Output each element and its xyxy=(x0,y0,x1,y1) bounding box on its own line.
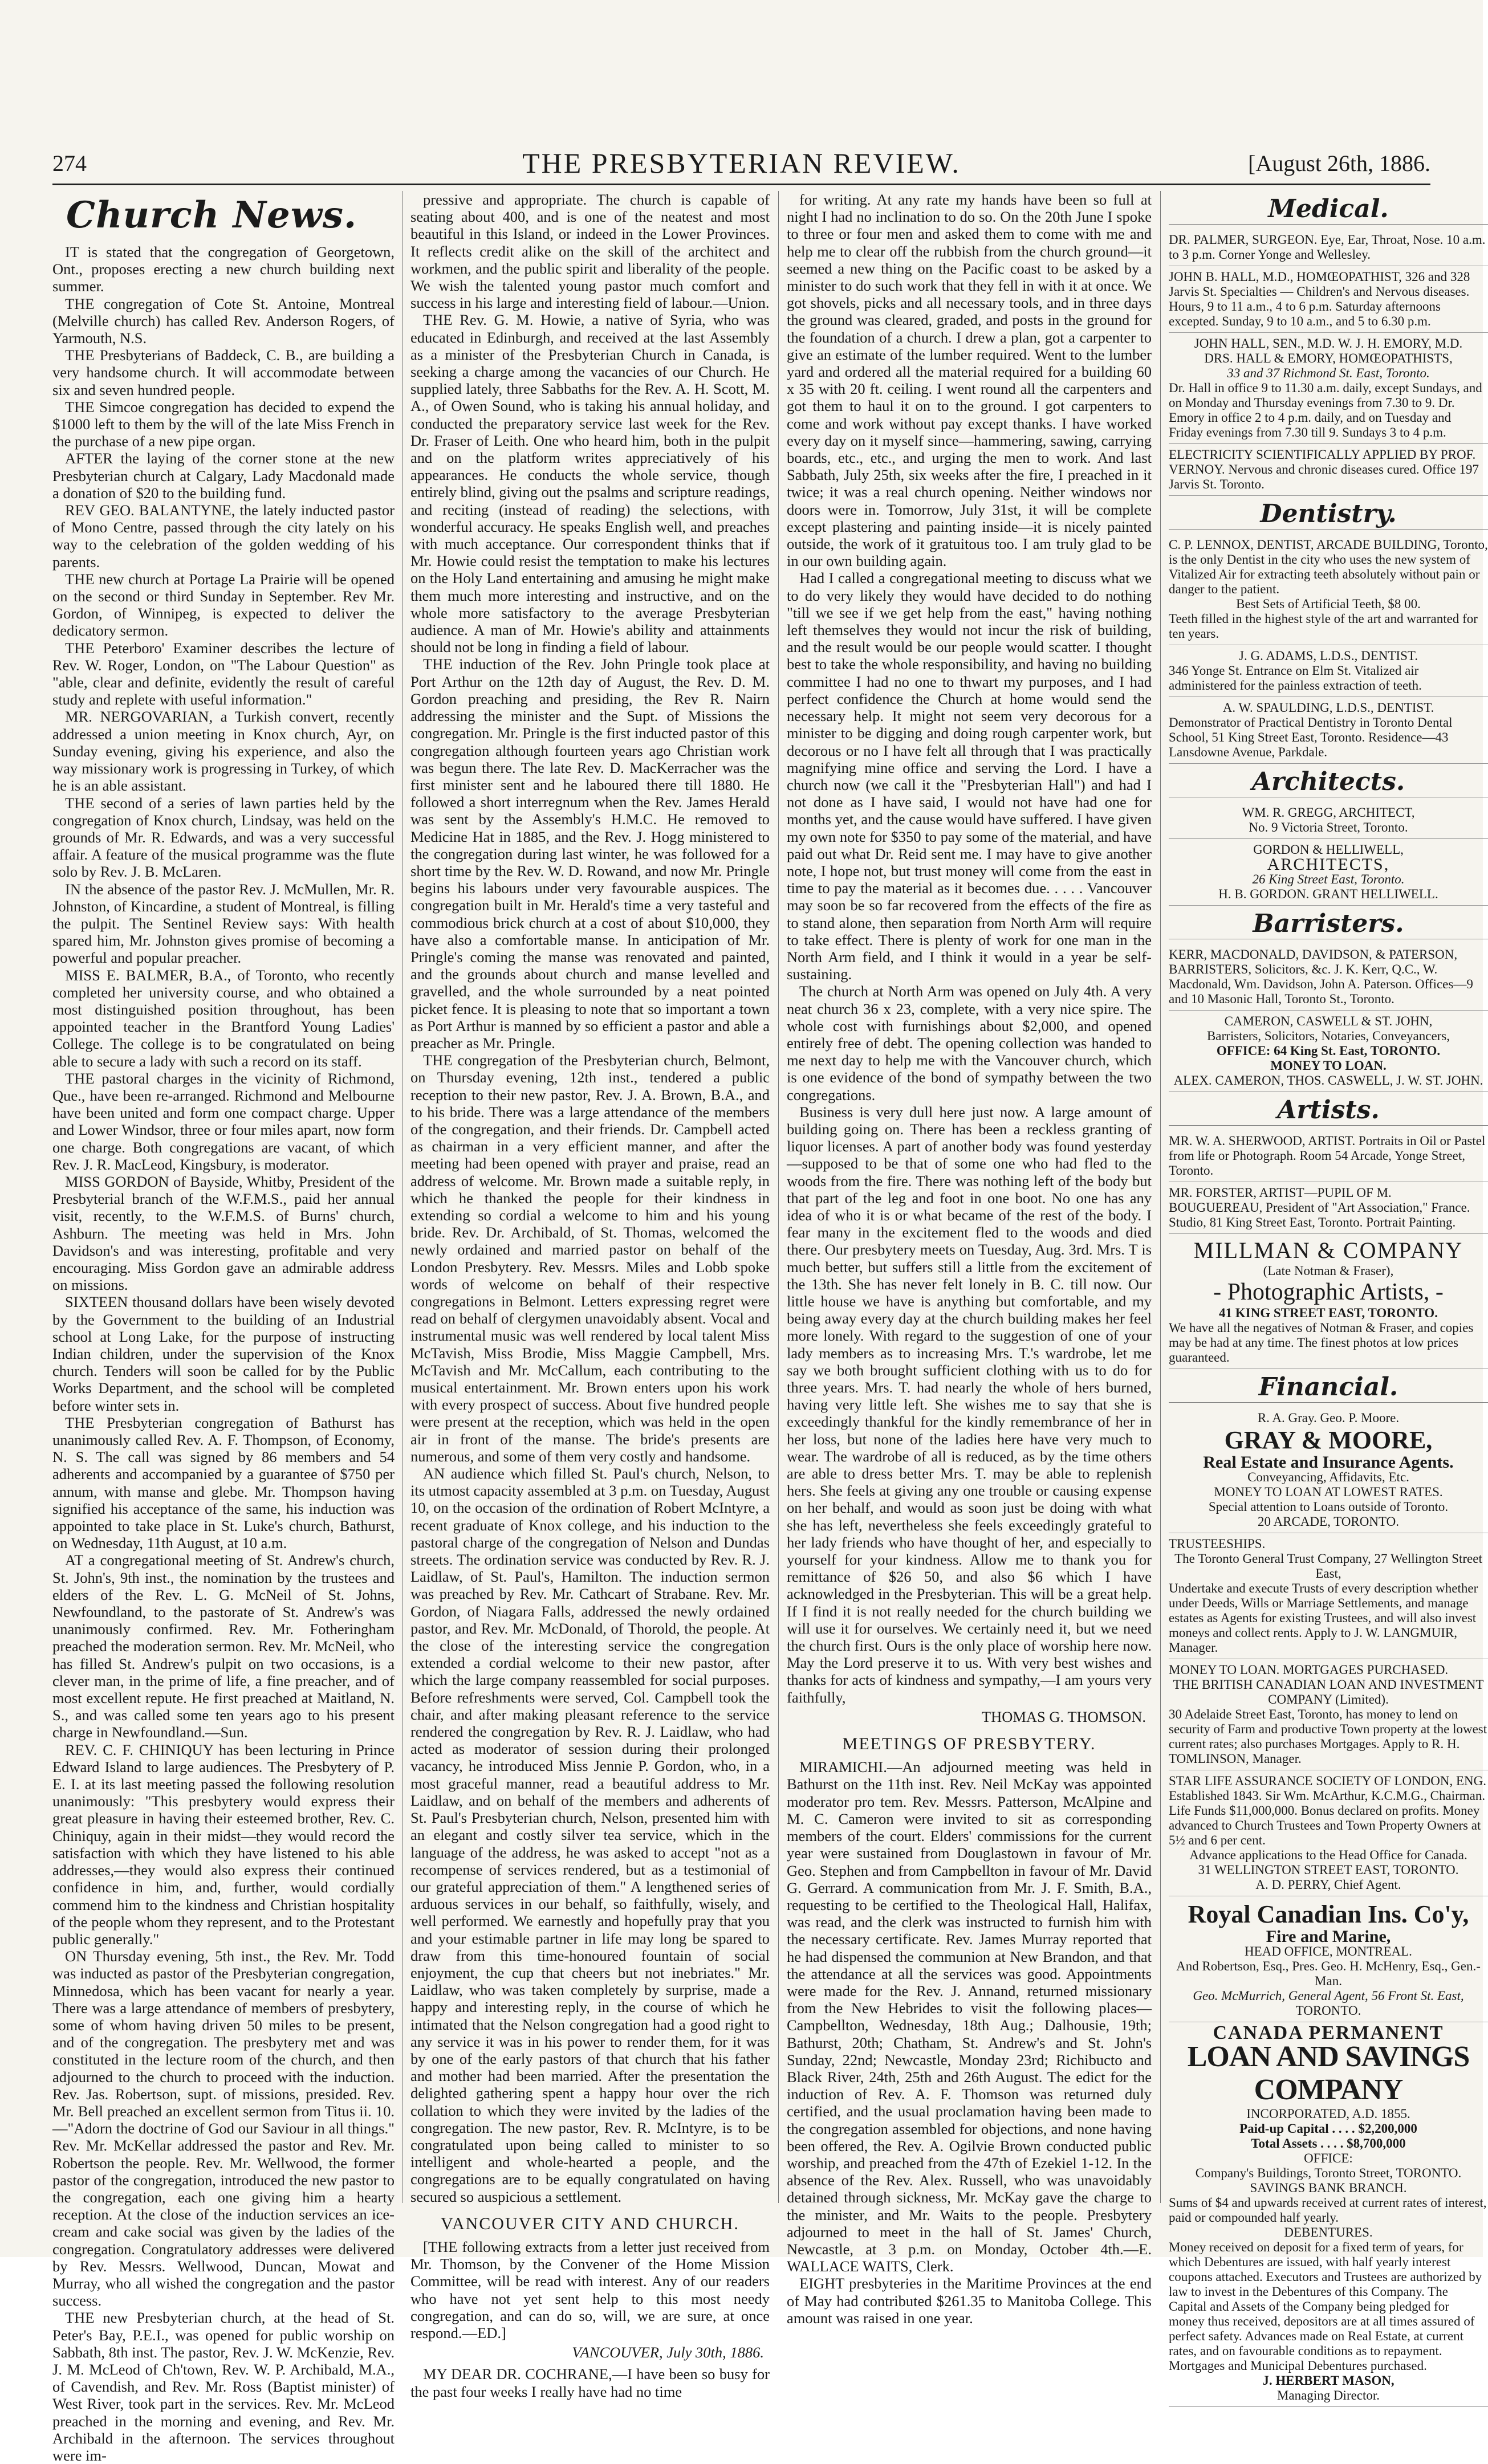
ad-cameron xyxy=(1169,1011,1488,1092)
ad-section-financial: Financial. xyxy=(1169,1372,1488,1403)
ad-line: R. A. Gray. Geo. P. Moore. xyxy=(1257,1411,1400,1425)
ad-line: Fire and Marine, xyxy=(1266,1927,1391,1946)
ad-line: Teeth filled in the highest style of the art and warranted for ten years. xyxy=(1169,612,1478,641)
news-item: AT a congregational meeting of St. Andrew's church, St. John's, 9th inst., the nomination by the trustees and elders of the Rev. L. G. McNeil of St. Johns, Newfoundland, to the pastorate of St. Andrew's was unanimously confirmed. Rev. Mr. Fotheringham preached the moderation sermon. Rev. Mr. McNeil, who has filled St. Andrew's pulpit on two occasions, is a clever man, in the prime of life, a fine preacher, and of most excellent repute. He first preached at Maitland, N. S., and was called some ten years ago to his present charge in Newfoundland.—Sun. xyxy=(52,1551,395,1741)
ad-sherwood: MR. W. A. SHERWOOD, ARTIST. Portraits in Oil or Pastel from life or Photograph. Room 54 Arcade, Yonge Street, Toronto. xyxy=(1169,1130,1488,1182)
ad-line: Royal Canadian Ins. Co'y, xyxy=(1188,1900,1469,1928)
ad-line: GRAY & MOORE, xyxy=(1224,1426,1433,1454)
ad-line: HEAD OFFICE, MONTREAL. xyxy=(1245,1944,1412,1958)
header-rule xyxy=(52,184,1430,185)
ad-line: 33 and 37 Richmond St. East, Toronto. xyxy=(1227,366,1430,380)
presbytery-report: MIRAMICHI.—An adjourned meeting was held in Bathurst on the 11th inst. Rev. Neil McKay was appointed moderator pro tem. Rev. Messrs. Patterson, McAlpine and M. C. Cameron were invited to sit as corresponding members of the court. Elders' commissions for the current year were sustained from Douglastown in favour of Mr. Geo. Stephen and from Campbellton in favour of Mr. David G. Gerrard. A communication from Mr. J. F. Smith, B.A., requesting to be certified to the Theological Hall, Halifax, was read, and the clerk was instructed to furnish him with the necessary certificate. Rev. James Murray reported that he had dispensed the communion at New Brandon, and that the attendance at all the services was good. Appointments were made for the Rev. J. Annand, returned missionary from the New Hebrides to visit the following places—Campbellton, Wednesday, 18th Aug.; Dalhousie, 19th; Bathurst, 20th; Chatham, St. Andrew's and St. John's Sunday, 22nd; Newcastle, Monday 23rd; Richibucto and Black River, 24th, 25th and 26th August. The edict for the induction of Rev. A. F. Thomson was returned duly certified, and the usual proclamation having been made to the congregation assembled for objections, and none having been offered, the Rev. A. Ogilvie Brown conducted public worship, and preached from the 47th of Ezekiel 1-12. In the absence of the Rev. Alex. Russell, who was unavoidably detained through sickness, Mr. McKay gave the charge to the minister, and Mr. Waits to the people. Presbytery adjourned to meet in the hall of St. James' Church, Newcastle, at 3 p.m. on Monday, October 4th.—E. WALLACE WAITS, Clerk. xyxy=(787,1758,1152,2275)
ad-section-architects: Architects. xyxy=(1169,767,1488,797)
ad-line: Dr. Hall in office 9 to 11.30 a.m. daily, except Sundays, and on Monday and Thursday evenings from 7.30 to 9. Dr. Emory in office 2 to 4 p.m. daily, and on Tuesday and Friday evenings from 7.30 till 9. Sundays 3 to 4 p.m. xyxy=(1169,381,1482,439)
news-item: THE congregation of Cote St. Antoine, Montreal (Melville church) has called Rev. Anderson Rogers, of Yarmouth, N.S. xyxy=(52,295,395,347)
masthead-title: THE PRESBYTERIAN REVIEW. xyxy=(522,147,961,179)
ad-hall-emory xyxy=(1169,333,1488,444)
issue-date: [August 26th, 1886. xyxy=(1248,150,1430,176)
ad-section-artists: Artists. xyxy=(1169,1095,1488,1126)
ad-line: OFFICE: xyxy=(1304,2151,1353,2165)
page-header xyxy=(52,145,1430,181)
ad-line: DEBENTURES. xyxy=(1284,2225,1373,2239)
ad-line: 26 King Street East, Toronto. xyxy=(1252,872,1405,886)
news-item: SIXTEEN thousand dollars have been wisely devoted by the Government to the building of an Industrial school at Long Lake, for the purpose of instructing Indian children, under the supervision of the Knox church. Tenders will soon be called for by the Public Works Department, and the school will be completed before winter sets in. xyxy=(52,1293,395,1414)
ad-line: CANADA PERMANENT xyxy=(1213,2022,1444,2043)
ad-section-barristers: Barristers. xyxy=(1169,909,1488,939)
ad-royal-canadian xyxy=(1169,1896,1488,2022)
column-advertisements xyxy=(1169,191,1488,2402)
letter-paragraph: Business is very dull here just now. A large amount of building going on. There has been a reckless granting of liquor licenses. A part of another body was found yesterday—supposed to be that of some one who had fled to the woods from the fire. There was nothing left of the body but that part of the leg and foot in one boot. No one has any idea of who it is or what became of the rest of the body. I fear many in the excitement fled to the woods and died there. Our presbytery meets on Tuesday, Aug. 3rd. Mrs. T is much better, but suffers still a little from the excitement of the 13th. She has never felt lonely in B. C. till now. Our little house we have is anything but comfortable, and my being away every day at the church building makes her feel more lonely. With regard to the suggestion of one of your lady members as to increasing Mrs. T.'s wardrobe, let me say we both brought sufficient clothing with us to do for three years. Mrs. T. had nearly the whole of hers burned, having very little left. She wishes me to say that she is exceedingly thankful for the kindly remembrance of her in her loss, but none of the ladies here have very much to wear. The wardrobe of all is reduced, as by the time others are able to dress better Mrs. T. may be able to replenish hers. She feels at giving any one trouble or causing expense on her behalf, and would as soon just be doing with what she has left, nevertheless she feels exceedingly grateful to her lady friends who have thought of her, and especially to yourself for your kindness. Allow me to thank you for remittance of $26 50, and also $6 which I have acknowledged in the Presbyterian. This will be a great help. If I find it is not really needed for the church building we will use it for ourselves. We certainly need it, but we need the church first. Ours is the only place of worship here now. May the Lord preserve it to us. With very best wishes and thanks for acts of kindness and sympathy,—I am yours very faithfully, xyxy=(787,1103,1152,1706)
ad-line: Geo. McMurrich, General Agent, 56 Front St. East, xyxy=(1193,1989,1464,2003)
news-item: THE Presbyterians of Baddeck, C. B., are building a very handsome church. It will accommodate between six and seven hundred people. xyxy=(52,347,395,398)
ad-millman xyxy=(1169,1234,1488,1369)
ad-line: DRS. HALL & EMORY, HOMŒOPATHISTS, xyxy=(1204,351,1453,365)
ad-line: - Photographic Artists, - xyxy=(1213,1279,1444,1305)
ad-line: J. G. ADAMS, L.D.S., DENTIST. xyxy=(1239,649,1418,663)
ad-line: STAR LIFE ASSURANCE SOCIETY OF LONDON, ENG. xyxy=(1169,1774,1487,1788)
ad-section-medical: Medical. xyxy=(1169,194,1488,225)
ad-line: MONEY TO LOAN. xyxy=(1270,1058,1387,1073)
news-item: AN audience which filled St. Paul's church, Nelson, to its utmost capacity assembled at 3 p.m. on Tuesday, August 10, on the occasion of the ordination of Robert McIntyre, a recent graduate of Knox college, and his induction to the pastoral charge of the congregation of Nelson and Dundas streets. The ordination service was conducted by Rev. R. J. Laidlaw, of St. Paul's, Hamilton. The induction sermon was preached by Rev. Mr. Cathcart of Strabane. Rev. Mr. Gordon, of Niagara Falls, addressed the newly ordained pastor, and Rev. Mr. McDonald, of Thorold, the people. At the close of the interesting service the congregation extended a cordial welcome to their new pastor, after which the large company reassembled for social purposes. Before refreshments were served, Col. Campbell took the chair, and after making pleasant reference to the service rendered the congregation by Rev. R. J. Laidlaw, who had acted as moderator of session during their prolonged vacancy, he introduced Miss Jennie P. Gordon, who, in a most graceful manner, read a beautiful address to Mr. Laidlaw, and on behalf of the members and adherents of St. Paul's Presbyterian church, Nelson, presented him with an elegant and costly silver tea service, which in the language of the address, he was asked to accept "not as a recompense of services rendered, but as a testimonial of our grateful appreciation of them." A lengthened series of arduous services in our behalf, so faithfully, wisely, and well performed. We earnestly and hopefully pray that you and your estimable partner in life may long be spared to draw from this time-honoured fountain of social enjoyment, the cup that cheers but not inebriates." Mr. Laidlaw, who was taken completely by surprise, made a happy and interesting reply, in the course of which he intimated that the Nelson congregation had a good right to any service it was in his power to render them, for it was by one of the early pastors of that church that his father and mother had been married. After the presentation the delighted gathering spent a happy hour over the rich collation to which they were invited by the ladies of the congregation. The new pastor, Rev. R. McIntyre, is to be congratulated upon being called to minister to so intelligent and whole-hearted a people, and the congregations are to be equally congratulated on having secured so auspicious a settlement. xyxy=(410,1465,770,2205)
ad-adams xyxy=(1169,645,1488,697)
presbytery-report: EIGHT presbyteries in the Maritime Provinces at the end of May had contributed $261.35 to Manitoba College. This amount was raised in one year. xyxy=(787,2275,1152,2327)
ad-line: Paid-up Capital . . . . $2,200,000 xyxy=(1239,2121,1417,2136)
ad-line: Managing Director. xyxy=(1276,2388,1380,2402)
ad-line: ARCHITECTS, xyxy=(1267,855,1390,874)
ad-line: (Late Notman & Fraser), xyxy=(1263,1264,1394,1278)
news-item: MISS GORDON of Bayside, Whitby, President of the Presbyterial branch of the W.F.M.S., paid her annual visit, recently, to the W.F.M.S. of Burns' church, Ashburn. The meeting was held in Mrs. John Davidson's and was interesting, profitable and very encouraging. Miss Gordon gave an admirable address on missions. xyxy=(52,1172,395,1294)
ad-palmer: DR. PALMER, SURGEON. Eye, Ear, Throat, Nose. 10 a.m. to 3 p.m. Corner Yonge and Wellesley. xyxy=(1169,229,1488,266)
page-number: 274 xyxy=(52,150,87,176)
ad-line: Conveyancing, Affidavits, Etc. xyxy=(1247,1470,1409,1484)
news-item: THE pastoral charges in the vicinity of Richmond, Que., have been re-arranged. Richmond and Melbourne have been united and form one compact charge. Upper and Lower Windsor, three or four miles apart, now form one charge. Both congregations are vacant, of which Rev. J. R. MacLeod, Kingsbury, is moderator. xyxy=(52,1069,395,1173)
ad-line: Undertake and execute Trusts of every description whether under Deeds, Wills or Marriage Settlements, and manage estates as Agents for existing Trustees, and will also invest moneys and collect rents. Apply to J. W. LANGMUIR, Manager. xyxy=(1169,1581,1478,1655)
ad-line: C. P. LENNOX, DENTIST, ARCADE BUILDING, Toronto, is the only Dentist in the city who uses the new system of Vitalized Air for extracting teeth absolutely without pain or danger to the patient. xyxy=(1169,537,1488,596)
ad-line: Real Estate and Insurance Agents. xyxy=(1203,1453,1454,1472)
news-item: MISS E. BALMER, B.A., of Toronto, who recently completed her university course, and who obtained a most distinguished position throughout, has been appointed teacher in the Brantford Young Ladies' College. The college is to be congratulated on being able to secure a lady with such a record on its staff. xyxy=(52,966,395,1070)
ad-line: And Robertson, Esq., Pres. Geo. H. McHenry, Esq., Gen.-Man. xyxy=(1176,1959,1481,1988)
ad-line: CAMERON, CASWELL & ST. JOHN, xyxy=(1224,1014,1433,1028)
ad-line: TORONTO. xyxy=(1295,2003,1361,2018)
ad-gray-moore xyxy=(1169,1407,1488,1533)
ad-line: Demonstrator of Practical Dentistry in Toronto Dental School, 51 King Street East, Toronto. Residence—43 Lansdowne Avenue, Parkdale. xyxy=(1169,715,1453,759)
ad-line: ALEX. CAMERON, THOS. CASWELL, J. W. ST. JOHN. xyxy=(1173,1073,1483,1088)
ad-line: Advance applications to the Head Office for Canada. xyxy=(1189,1848,1467,1862)
ad-section-dentistry: Dentistry. xyxy=(1169,499,1488,530)
news-item: THE Peterboro' Examiner describes the lecture of Rev. W. Roger, London, on "The Labour Question" as "able, clear and definite, evidently the result of careful study and replete with useful information." xyxy=(52,639,395,708)
ad-line: MONEY TO LOAN. MORTGAGES PURCHASED. xyxy=(1169,1663,1449,1677)
news-item: IT is stated that the congregation of Georgetown, Ont., proposes erecting a new church building next summer. xyxy=(52,243,395,295)
ad-line: A. W. SPAULDING, L.D.S., DENTIST. xyxy=(1222,700,1434,715)
ad-line: 346 Yonge St. Entrance on Elm St. Vitalized air administered for the painless extraction of teeth. xyxy=(1169,663,1422,693)
ad-line: Advances made on Real Estate, at current rates, and on favourable conditions as to repayment. Mortgages and Municipal Debentures purchased. xyxy=(1169,2329,1464,2373)
news-item: pressive and appropriate. The church is capable of seating about 400, and is one of the neatest and most beautiful in this Island, or indeed in the Lower Provinces. It reflects credit alike on the skill of the architect and workmen, and the public spirit and liberality of the people. We wish the talented young pastor much comfort and success in his large and interesting field of labour.—Union. xyxy=(410,191,770,312)
news-item: THE second of a series of lawn parties held by the congregation of Knox church, Lindsay, was held on the grounds of Mr. R. Edwards, and was a very successful affair. A feature of the musical programme was the flute solo by Rev. J. B. McLaren. xyxy=(52,794,395,881)
ad-line: Barristers, Solicitors, Notaries, Conveyancers, xyxy=(1206,1029,1450,1043)
ad-british-canadian xyxy=(1169,1659,1488,1770)
column-divider xyxy=(402,191,403,2203)
ad-line: LOAN AND SAVINGS COMPANY xyxy=(1187,2041,1470,2106)
article-heading-presbytery: MEETINGS OF PRESBYTERY. xyxy=(842,1734,1096,1754)
ad-line: Sums of $4 and upwards received at current rates of interest, paid or compounded half yearly. xyxy=(1169,2196,1487,2225)
column-divider xyxy=(778,191,779,2203)
ad-canada-permanent xyxy=(1169,2022,1488,2407)
ad-line: 20 ARCADE, TORONTO. xyxy=(1258,1514,1399,1529)
ad-line: Best Sets of Artificial Teeth, $8 00. xyxy=(1236,597,1421,611)
section-heading-church-news: Church News. xyxy=(66,194,357,237)
ad-line: Total Assets . . . . $8,700,000 xyxy=(1251,2136,1406,2151)
ad-line: 41 KING STREET EAST, TORONTO. xyxy=(1219,1306,1438,1320)
news-item: THE new church at Portage La Prairie will be opened on the second or third Sunday in September. Rev Mr. Gordon, of Winnipeg, is expected to deliver the dedicatory sermon. xyxy=(52,570,395,640)
news-item: THE Presbyterian congregation of Bathurst has unanimously called Rev. A. F. Thompson, of Economy, N. S. The call was signed by 86 members and 54 adherents and accompanied by a guarantee of $750 per annum, with manse and glebe. Mr. Thompson having signified his acceptance of the same, his induction was appointed to take place in St. Luke's church, Bathurst, on Wednesday, 11th August, at 10 a.m. xyxy=(52,1414,395,1552)
news-item: AFTER the laying of the corner stone at the new Presbyterian church at Calgary, Lady Macdonald made a donation of $20 to the building fund. xyxy=(52,450,395,502)
ad-spaulding xyxy=(1169,697,1488,764)
news-item: THE Simcoe congregation has decided to expend the $1000 left to them by the will of the late Miss French in the purchase of a new pipe organ. xyxy=(52,398,395,450)
ad-line: JOHN HALL, SEN., M.D. W. J. H. EMORY, M.D. xyxy=(1194,336,1463,351)
ad-line: TRUSTEESHIPS. xyxy=(1169,1537,1266,1551)
ad-line: Special attention to Loans outside of Toronto. xyxy=(1208,1500,1449,1514)
ad-star-life xyxy=(1169,1770,1488,1896)
news-item: THE congregation of the Presbyterian church, Belmont, on Thursday evening, 12th inst., tendered a public reception to their new pastor, Rev. J. A. Brown, B.A., and to his bride. There was a large attendance of the members of the congregation, and their friends. Dr. Campbell acted as chairman in a very efficient manner, and after the meeting had been opened with prayer and praise, read an address of welcome. Mr. Brown made a suitable reply, in which he thanked the people for their kindness in extending so cordial a welcome to him and his young bride. Rev. Dr. Archibald, of St. Thomas, welcomed the newly ordained and married pastor on behalf of the London Presbytery. Rev. Messrs. Miles and Lobb spoke words of welcome on behalf of their respective congregations in Belmont. Letters expressing regret were read on behalf of clergymen unavoidably absent. Vocal and instrumental music was well rendered by local talent Miss McTavish, Miss Brodie, Miss Maggie Campbell, Mrs. McTavish and Mr. McCallum, each contributing to the musical entertainment. Mr. Brown enters upon his work with every prospect of success. About five hundred people were present at the reception, which was held in the open air in front of the manse. The bride's presents are numerous, and some of them very costly and handsome. xyxy=(410,1052,770,1465)
news-item: REV. C. F. CHINIQUY has been lecturing in Prince Edward Island to large audiences. The Presbytery of P. E. I. at its last meeting passed the following resolution unanimously: "This presbytery would express their great pleasure in having their esteemed brother, Rev. C. Chiniquy, again in their midst—they would record the satisfaction with which they have listened to his able addresses,—they would also express their continued confidence in him, and, further, would cordially commend him to the kindness and Christian hospitality of the people whom they represent, and to the Protestant public generally." xyxy=(52,1741,395,1948)
column-three xyxy=(787,191,1152,2327)
ad-line: GORDON & HELLIWELL, xyxy=(1253,842,1404,857)
news-item: THE Rev. G. M. Howie, a native of Syria, who was educated in Edinburgh, and received at the last Assembly as a minister of the Presbyterian Church in Canada, is seeking a charge among the vacancies of our Church. He supplied lately, three Sabbaths for the Rev. A. H. Scott, M. A., of Owen Sound, who is taking his annual holiday, and conducted the preparatory service last week for the Rev. Dr. Fraser of Leith. One who heard him, both in the pulpit and on the platform writes appreciatively of his appearances. He conducts the whole service, though entirely blind, giving out the psalms and scripture readings, and reciting (instead of reading) the selections, with wonderful accuracy. He speaks English well, and preaches with much acceptance. Our correspondent thinks that if Mr. Howie could resist the temptation to make his lectures on the Holy Land entertaining and amusing he might make them much more interesting and instructive, and on the whole more satisfactory to the average Presbyterian audience. A man of Mr. Howie's ability and attainments should not be long in finding a field of labour. xyxy=(410,311,770,656)
ad-line: H. B. GORDON. GRANT HELLIWELL. xyxy=(1218,887,1438,901)
news-item: ON Thursday evening, 5th inst., the Rev. Mr. Todd was inducted as pastor of the Presbyterian congregation, Minnedosa, which has been vacant for nearly a year. There was a large attendance of members of presbytery, some of whom having driven 50 miles to be present, and of the congregation. The presbytery met and was constituted in the lecture room of the church, and then adjourned to the church to proceed with the induction. Rev. Jas. Robertson, supt. of missions, presided. Rev. Mr. Bell preached an excellent sermon from Titus ii. 10.—"Adorn the doctrine of God our Saviour in all things." Rev. Mr. McKellar addressed the pastor and Rev. Mr. Robertson the people. Rev. Mr. Wellwood, the former pastor of the congregation, introduced the new pastor to the congregation, each one giving him a hearty reception. At the close of the induction services an ice-cream and cake social was given by the ladies of the congregation. Congratulatory addresses were delivered by Rev. Messrs. Wellwood, Duncan, Mowat and Murray, who all wished the congregation and the pastor success. xyxy=(52,1948,395,2310)
news-item: THE new Presbyterian church, at the head of St. Peter's Bay, P.E.I., was opened for public worship on Sabbath, 8th inst. The pastor, Rev. J. W. McKenzie, Rev. J. M. McLeod of Ch'town, Rev. W. P. Archibald, M.A., of Cavendish, and Rev. Mr. Ross (Baptist minister) of West River, took part in the services. Rev. Mr. McLeod preached in the morning and evening, and Rev. Mr. Archibald in the afternoon. The services throughout were im- xyxy=(52,2309,395,2464)
ad-line: 31 WELLINGTON STREET EAST, TORONTO. xyxy=(1198,1863,1459,1877)
news-item: REV GEO. BALANTYNE, the lately inducted pastor of Mono Centre, passed through the city lately on his way to the celebration of the golden wedding of his parents. xyxy=(52,502,395,571)
column-two xyxy=(410,191,770,2400)
column-divider xyxy=(1160,191,1161,2203)
letter-opening: MY DEAR DR. COCHRANE,—I have been so busy for the past four weeks I really have had no time xyxy=(410,2365,770,2400)
article-heading-vancouver: VANCOUVER CITY AND CHURCH. xyxy=(441,2214,739,2233)
ad-line: SAVINGS BANK BRANCH. xyxy=(1250,2181,1407,2195)
news-item: MR. NERGOVARIAN, a Turkish convert, recently addressed a union meeting in Knox church, Ayr, on Sunday evening, giving his experience, and also the way missionary work is progressing in Turkey, of which he is an able assistant. xyxy=(52,708,395,795)
ad-line: Company's Buildings, Toronto Street, TORONTO. xyxy=(1195,2166,1462,2180)
ad-line: No. 9 Victoria Street, Toronto. xyxy=(1249,820,1408,834)
letter-paragraph: for writing. At any rate my hands have been so full at night I had no inclination to do so. On the 20th June I spoke to three or four men and asked them to come with me and help me to clear off the rubbish from the church ground—it seemed a new thing on the Pacific coast to be asked by a minister to do such work that they fell in with it at once. We got shovels, picks and all necessary tools, and in three days the ground was cleared, graded, and posts in the ground for the foundation of a church. I drew a plan, got a carpenter to give an estimate of the lumber required. Went to the lumber yard and ordered all the material required for a building 60 x 35 with 20 ft. ceiling. I went round all the carpenters and got them to haul it on to the ground. I got carpenters to come and work without pay except thanks. I have worked every day on it myself since—hammering, sawing, carrying boards, etc., etc., and urging the men to work. And last Sabbath, July 25th, six weeks after the fire, I preached in it twice; it was a real church opening. Neither windows nor doors were in. Tomorrow, July 31st, it will be complete except plastering and painting inside—it is nicely painted outside, the work of it gratuitous too. I am truly glad to be in our own building again. xyxy=(787,191,1152,570)
ad-trusts xyxy=(1169,1533,1488,1659)
ad-line: WM. R. GREGG, ARCHITECT, xyxy=(1242,805,1415,820)
ad-forster: MR. FORSTER, ARTIST—PUPIL OF M. BOUGUEREAU, President of "Art Association," France. Studio, 81 King Street East, Toronto. Portrait Painting. xyxy=(1169,1182,1488,1234)
ad-line: OFFICE: 64 King St. East, TORONTO. xyxy=(1216,1044,1441,1058)
ad-line: A. D. PERRY, Chief Agent. xyxy=(1255,1877,1401,1892)
letter-paragraph: Had I called a congregational meeting to discuss what we to do very likely they would have decided to do nothing "till we see if we get help from the east," having nothing left themselves they would not incur the risk of building, and the result would be our people would scatter. I thought best to take the whole responsibility, and having no building committee I had no one to thwart my purposes, and I had perfect confidence the Church at home would send the necessary help. It might not seem very decorous for a minister to be digging and doing rough carpenter work, but decorous or no I have felt all through that I was practically magnifying mine office and serving the Lord. I have a church now (we call it the "Presbyterian Hall") and had I not done as I have said, I would not have had one for months yet, and the cause would have suffered. I have given my own note for $350 to pay some of the material, and have paid out what Dr. Reid sent me. I may have to give another note, I hope not, but trust money will come from the east in time to pay the material as it becomes due. . . . . Vancouver may soon be so far recovered from the effects of the fire as to stand alone, then separation from North Arm will require to take effect. There is plenty of work for one man in the North Arm field, and I think it would in a year be self-sustaining. xyxy=(787,569,1152,983)
ad-vernoy: ELECTRICITY SCIENTIFICALLY APPLIED BY PROF. VERNOY. Nervous and chronic diseases cured. Office 197 Jarvis St. Toronto. xyxy=(1169,444,1488,496)
ad-hall: JOHN B. HALL, M.D., HOMŒOPATHIST, 326 and 328 Jarvis St. Specialties — Children's and Nervous diseases. Hours, 9 to 11 a.m., 4 to 6 p.m. Saturday afternoons excepted. Sunday, 9 to 10 a.m., and 5 to 6.30 p.m. xyxy=(1169,266,1488,333)
ad-line: Established 1843. Sir Wm. McArthur, K.C.M.G., Chairman. Life Funds $11,000,000. Bonus declared on profits. Money advanced to Church Trustees and Town Property Owners at 5½ and 6 per cent. xyxy=(1169,1789,1486,1847)
letter-dateline: VANCOUVER, July 30th, 1886. xyxy=(572,2344,764,2361)
ad-line: We have all the negatives of Notman & Fraser, and copies may be had at any time. The finest photos at low prices guaranteed. xyxy=(1169,1321,1474,1365)
ad-kerr: KERR, MACDONALD, DAVIDSON, & PATERSON, BARRISTERS, Solicitors, &c. J. K. Kerr, Q.C., W. Macdonald, Wm. Davidson, John A. Paterson. Offices—9 and 10 Masonic Hall, Toronto St., Toronto. xyxy=(1169,944,1488,1011)
letter-paragraph: The church at North Arm was opened on July 4th. A very neat church 36 x 23, complete, with a very nice spire. The whole cost with furnishings about $2,000, and opened entirely free of debt. The opening collection was handed to me next day to help me with the Vancouver church, which is one evidence of the bond of sympathy between the two congregations. xyxy=(787,983,1152,1103)
ad-line: The Toronto General Trust Company, 27 Wellington Street East, xyxy=(1174,1551,1482,1581)
ad-line: J. HERBERT MASON, xyxy=(1262,2373,1395,2388)
letter-signature: THOMAS G. THOMSON. xyxy=(981,1708,1146,1725)
editor-note: [THE following extracts from a letter just received from Mr. Thomson, by the Convener of the Home Mission Committee, will be read with interest. Any of our readers who have not yet sent help to this most needy congregation, and can do so, will, we are sure, at once respond.—ED.] xyxy=(410,2238,770,2341)
ad-line: INCORPORATED, A.D. 1855. xyxy=(1246,2107,1410,2121)
ad-line: THE BRITISH CANADIAN LOAN AND INVESTMENT COMPANY (Limited). xyxy=(1173,1677,1484,1707)
ad-gordon-helliwell xyxy=(1169,839,1488,906)
news-item: THE induction of the Rev. John Pringle took place at Port Arthur on the 12th day of August, the Rev. D. M. Gordon preaching and presiding, the Rev R. Nairn addressing the minister and the Supt. of Missions the congregation. Mr. Pringle is the first inducted pastor of this congregation although fourteen years ago Christian work was begun there. The late Rev. D. MacKerracher was the first minister sent and he laboured there till 1880. He followed a short interregnum when the Rev. James Herald was sent by the Assembly's H.M.C. He removed to Medicine Hat in 1885, and the Rev. J. Hogg ministered to the congregation during last winter, he was followed for a short time by the Rev. W. D. Rowand, and now Mr. Pringle begins his labours under very favourable auspices. The congregation built in Mr. Herald's time a very tasteful and commodious brick church at a cost of about $10,000, they have also a comfortable manse. In anticipation of Mr. Pringle's coming the manse was renovated and painted, and the grounds about church and manse levelled and gravelled, and the whole surrounded by a neat pointed picket fence. It is pleasing to note that so important a town as Port Arthur is manned by so efficient a pastor and able a preacher as Mr. Pringle. xyxy=(410,655,770,1052)
ad-lennox xyxy=(1169,534,1488,645)
ad-line: MILLMAN & COMPANY xyxy=(1193,1237,1463,1263)
ad-line: MONEY TO LOAN AT LOWEST RATES. xyxy=(1214,1485,1443,1499)
ad-gregg xyxy=(1169,802,1488,839)
column-church-news xyxy=(52,191,395,2464)
ad-line: Money received on deposit for a fixed term of years, for which Debentures are issued, with half yearly interest coupons attached. Executors and Trustees are authorized by law to invest in the Debentures of this Company. The Capital and Assets of the Company being pledged for money thus received, depositors are at all times assured of perfect safety. xyxy=(1169,2240,1482,2343)
ad-line: 30 Adelaide Street East, Toronto, has money to lend on security of Farm and productive Town property at the lowest current rates; also purchases Mortgages. Apply to R. H. TOMLINSON, Manager. xyxy=(1169,1707,1487,1766)
news-item: IN the absence of the pastor Rev. J. McMullen, Mr. R. Johnston, of Kincardine, a student of Montreal, is filling the pulpit. The Sentinel Review says: With health spared him, Mr. Johnston gives promise of becoming a powerful and popular preacher. xyxy=(52,880,395,967)
